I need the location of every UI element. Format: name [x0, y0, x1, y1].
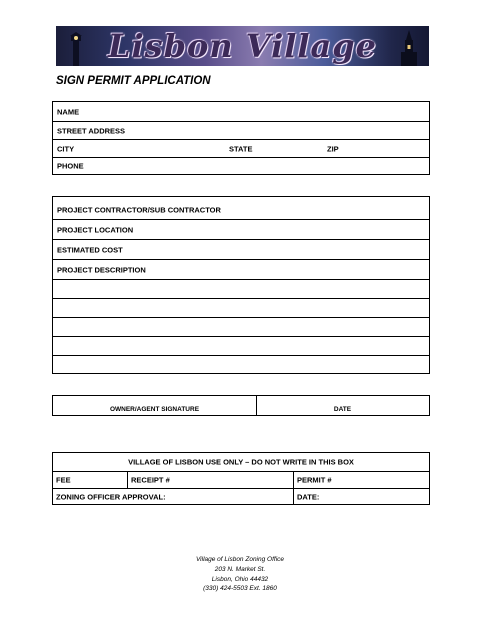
street-address-field[interactable]: [53, 121, 429, 139]
header-banner: [56, 26, 429, 66]
fee-receipt-permit-row: [53, 471, 429, 488]
owner-signature-field[interactable]: [53, 396, 257, 415]
location-field[interactable]: [53, 219, 429, 239]
zip-label: ZIP: [327, 144, 339, 153]
contractor-field[interactable]: [53, 197, 429, 219]
description-line[interactable]: [53, 355, 429, 373]
approval-date-label: DATE:: [297, 492, 320, 501]
city-state-zip-row: [53, 139, 429, 157]
city-label: CITY: [57, 144, 75, 153]
office-phone: (330) 424-5503 Ext. 1860: [203, 585, 277, 593]
cost-label: ESTIMATED COST: [57, 245, 123, 254]
name-field[interactable]: [53, 102, 429, 121]
state-label: STATE: [229, 144, 253, 153]
name-label: NAME: [57, 107, 80, 116]
location-label: PROJECT LOCATION: [57, 225, 134, 234]
description-field[interactable]: [53, 259, 429, 279]
signature-section: [52, 395, 430, 416]
phone-field[interactable]: [53, 157, 429, 174]
office-name: Village of Lisbon Zoning Office: [195, 556, 285, 563]
permit-field[interactable]: [294, 472, 429, 488]
page-title: SIGN PERMIT APPLICATION: [56, 75, 211, 87]
description-line[interactable]: [53, 298, 429, 317]
owner-signature-label: OWNER/AGENT SIGNATURE: [109, 406, 200, 413]
banner-title: Lisbon Village: [108, 27, 377, 65]
fee-label: FEE: [56, 475, 71, 485]
signature-date-label: DATE: [333, 406, 352, 413]
cost-field[interactable]: [53, 239, 429, 259]
zoning-approval-field[interactable]: [53, 489, 294, 504]
street-address-label: STREET ADDRESS: [57, 126, 126, 135]
church-icon: [399, 30, 419, 66]
phone-label: PHONE: [57, 161, 84, 171]
fee-field[interactable]: [53, 472, 128, 488]
description-line[interactable]: [53, 336, 429, 355]
description-label: PROJECT DESCRIPTION: [57, 265, 146, 274]
office-city: Lisbon, Ohio 44432: [211, 575, 269, 583]
office-use-heading: VILLAGE OF LISBON USE ONLY – DO NOT WRITE IN THIS BOX: [128, 457, 354, 467]
project-section: [52, 196, 430, 374]
permit-label: PERMIT #: [297, 475, 332, 485]
description-line[interactable]: [53, 279, 429, 298]
office-use-heading-row: [53, 453, 429, 471]
approval-row: [53, 488, 429, 504]
receipt-label: RECEIPT #: [131, 475, 170, 485]
office-address: [0, 555, 480, 594]
description-line[interactable]: [53, 317, 429, 336]
office-use-section: [52, 452, 430, 505]
office-street: 203 N. Market St.: [214, 565, 266, 573]
contractor-label: PROJECT CONTRACTOR/SUB CONTRACTOR: [57, 205, 221, 215]
approval-date-field[interactable]: [294, 489, 429, 504]
signature-date-field[interactable]: [256, 396, 429, 415]
applicant-section: [52, 101, 430, 175]
receipt-field[interactable]: [128, 472, 294, 488]
zoning-approval-label: ZONING OFFICER APPROVAL:: [56, 492, 166, 501]
